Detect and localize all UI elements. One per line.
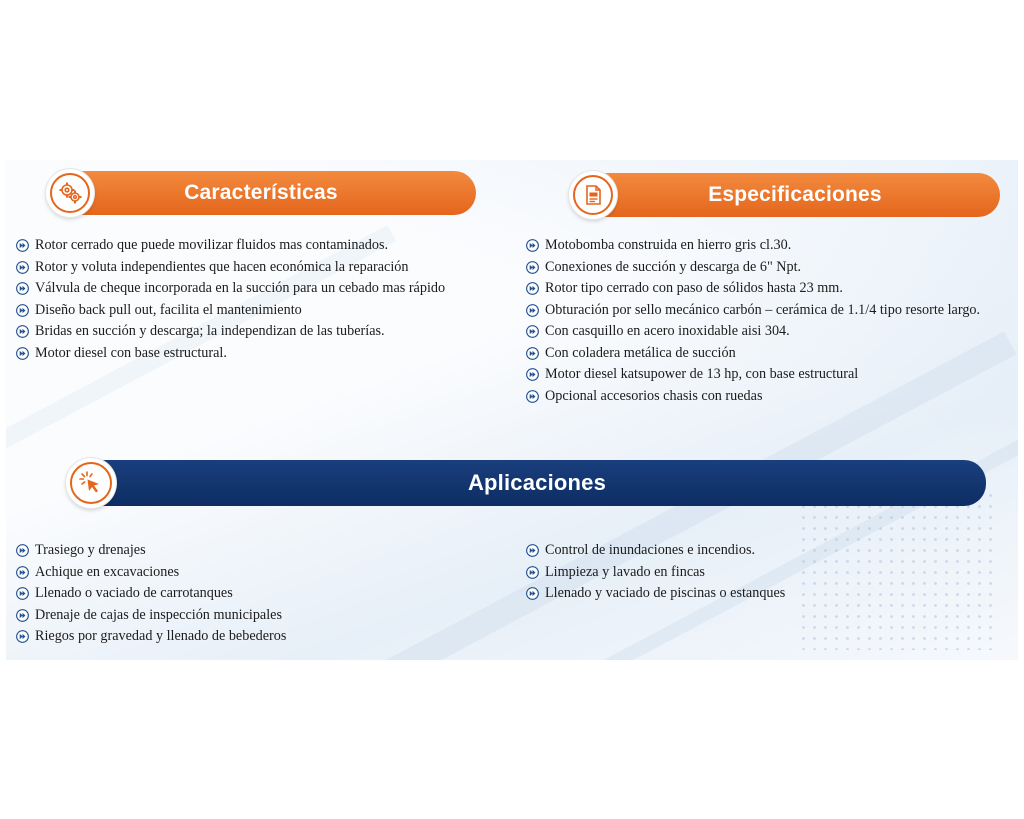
chevron-bullet-icon bbox=[16, 566, 29, 579]
chevron-bullet-icon bbox=[526, 390, 539, 403]
list-item-text: Opcional accesorios chasis con ruedas bbox=[545, 387, 763, 404]
chevron-bullet-icon bbox=[526, 544, 539, 557]
list-item-text: Llenado o vaciado de carrotanques bbox=[35, 585, 233, 601]
list-item bbox=[16, 605, 496, 627]
list-item bbox=[526, 235, 1011, 257]
caracteristicas-list bbox=[16, 235, 516, 364]
list-item bbox=[526, 278, 1011, 300]
aplicaciones-right-list bbox=[526, 540, 1006, 605]
chevron-bullet-icon bbox=[16, 587, 29, 600]
list-item-text: Con casquillo en acero inoxidable aisi 304. bbox=[545, 323, 790, 339]
list-item-text: Rotor y voluta independientes que hacen económica la reparación bbox=[35, 258, 409, 275]
list-item bbox=[526, 321, 1011, 343]
list-item bbox=[526, 562, 1006, 584]
list-item-text: Diseño back pull out, facilita el mantenimiento bbox=[35, 301, 302, 318]
list-item bbox=[16, 540, 496, 562]
chevron-bullet-icon bbox=[16, 282, 29, 295]
list-item bbox=[16, 343, 516, 365]
chevron-bullet-icon bbox=[526, 239, 539, 252]
list-item bbox=[526, 300, 1011, 322]
list-item bbox=[16, 278, 516, 300]
list-item-text: Rotor cerrado que puede movilizar fluidos mas contaminados. bbox=[35, 237, 389, 253]
list-item bbox=[16, 235, 516, 257]
aplicaciones-left-list bbox=[16, 540, 496, 648]
list-item bbox=[526, 364, 1011, 386]
list-item-text: Riegos por gravedad y llenado de bebederos bbox=[35, 628, 287, 644]
caracteristicas-title: Características bbox=[184, 181, 338, 204]
list-item bbox=[526, 343, 1011, 365]
list-item bbox=[526, 583, 1006, 605]
list-item bbox=[16, 300, 516, 322]
caracteristicas-banner bbox=[66, 171, 476, 215]
list-item-text: Obturación por sello mecánico carbón – cerámica de 1.1/4 tipo resorte largo. bbox=[545, 301, 981, 318]
aplicaciones-badge bbox=[66, 458, 116, 508]
list-item bbox=[16, 562, 496, 584]
chevron-bullet-icon bbox=[16, 239, 29, 252]
chevron-bullet-icon bbox=[16, 630, 29, 643]
especificaciones-title: Especificaciones bbox=[708, 183, 882, 206]
gears-icon bbox=[57, 180, 83, 206]
cursor-click-icon bbox=[78, 470, 104, 496]
chevron-bullet-icon bbox=[526, 587, 539, 600]
caracteristicas-badge bbox=[46, 169, 94, 217]
chevron-bullet-icon bbox=[16, 347, 29, 360]
especificaciones-list bbox=[526, 235, 1011, 407]
list-item bbox=[16, 626, 496, 648]
especificaciones-badge bbox=[569, 171, 617, 219]
list-item bbox=[526, 257, 1011, 279]
chevron-bullet-icon bbox=[526, 282, 539, 295]
list-item-text: Rotor tipo cerrado con paso de sólidos hasta 23 mm. bbox=[545, 280, 843, 296]
list-item-text: Motobomba construida en hierro gris cl.30. bbox=[545, 237, 792, 253]
list-item-text: Control de inundaciones e incendios. bbox=[545, 542, 756, 558]
especificaciones-banner bbox=[590, 173, 1000, 217]
list-item-text: Conexiones de succión y descarga de 6" Npt. bbox=[545, 258, 802, 275]
list-item bbox=[16, 257, 516, 279]
list-item-text: Válvula de cheque incorporada en la succión para un cebado mas rápido bbox=[35, 280, 446, 296]
chevron-bullet-icon bbox=[526, 304, 539, 317]
list-item-text: Con coladera metálica de succión bbox=[545, 344, 736, 361]
list-item-text: Trasiego y drenajes bbox=[35, 542, 146, 558]
chevron-bullet-icon bbox=[526, 566, 539, 579]
list-item bbox=[526, 386, 1011, 408]
list-item bbox=[16, 321, 516, 343]
list-item-text: Achique en excavaciones bbox=[35, 563, 180, 580]
chevron-bullet-icon bbox=[526, 347, 539, 360]
aplicaciones-title: Aplicaciones bbox=[467, 470, 607, 495]
document-icon bbox=[581, 183, 605, 207]
list-item-text: Bridas en succión y descarga; la independizan de las tuberías. bbox=[35, 323, 385, 339]
list-item-text: Motor diesel con base estructural. bbox=[35, 344, 227, 361]
chevron-bullet-icon bbox=[526, 325, 539, 338]
list-item-text: Llenado y vaciado de piscinas o estanques bbox=[545, 585, 786, 601]
list-item bbox=[16, 583, 496, 605]
chevron-bullet-icon bbox=[16, 609, 29, 622]
chevron-bullet-icon bbox=[526, 368, 539, 381]
list-item-text: Drenaje de cajas de inspección municipales bbox=[35, 606, 282, 623]
list-item-text: Motor diesel katsupower de 13 hp, con base estructural bbox=[545, 366, 859, 382]
list-item-text: Limpieza y lavado en fincas bbox=[545, 563, 705, 580]
chevron-bullet-icon bbox=[16, 304, 29, 317]
chevron-bullet-icon bbox=[16, 544, 29, 557]
chevron-bullet-icon bbox=[16, 261, 29, 274]
chevron-bullet-icon bbox=[526, 261, 539, 274]
chevron-bullet-icon bbox=[16, 325, 29, 338]
list-item bbox=[526, 540, 1006, 562]
aplicaciones-banner bbox=[88, 460, 986, 506]
